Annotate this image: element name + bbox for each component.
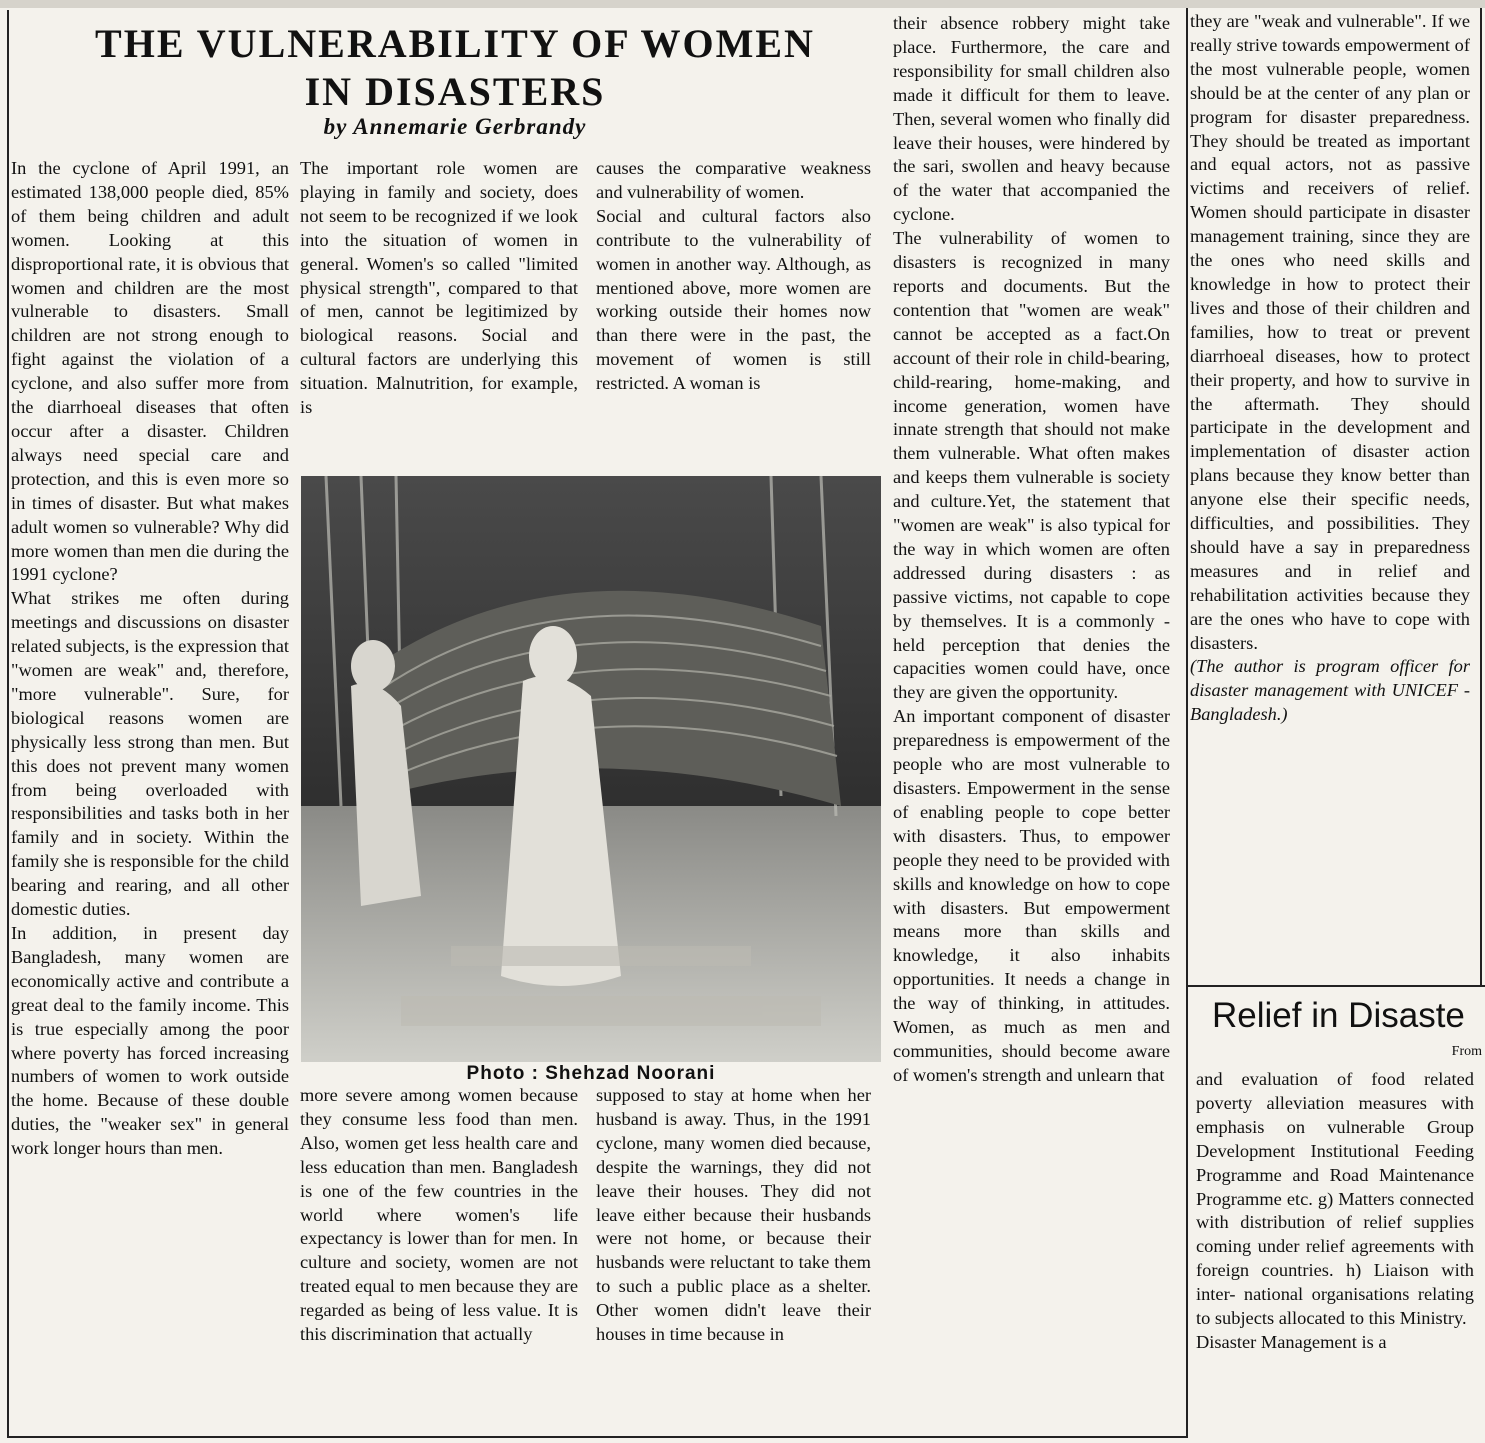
- article-column-3-top: [596, 157, 871, 469]
- article-column-3-bottom: [596, 1084, 871, 1429]
- author-note: (The author is program officer for disaster management with UNICEF - Bangladesh.): [1190, 656, 1470, 725]
- article-column-4: [893, 12, 1170, 1429]
- column-rule: [7, 10, 9, 1438]
- article-title-line-1: THE VULNERABILITY OF WOMEN: [95, 21, 815, 66]
- article-column-1: [11, 157, 289, 1429]
- paragraph: their absence robbery might take place. Furthermore, the care and responsibility for small children also made it difficult for them to leave. Then, several women who finally did leave their houses, were hindered by the sari, swollen and heavy because of the water that accompanied the cyclone.: [893, 13, 1170, 225]
- paragraph: causes the comparative weakness and vulnerability of women.: [596, 158, 871, 202]
- paragraph: The vulnerability of women to disasters is recognized in many reports and documents. But the contention that "women are weak" cannot be accepted as a fact.On account of their role in child-bearing, child-rearing, home-making, and income generation, women have innate strength that should not make them vulnerable. What often makes and keeps them vulnerable is society and culture.Yet, the statement that "women are weak" is also typical for the way in which women are often addressed during disasters : as passive victims, not capable to cope by themselves. It is a commonly -held perception that denies the capacities women could have, once they are given the opportunity.: [893, 228, 1170, 703]
- column-rule: [7, 1436, 1187, 1438]
- paragraph: The important role women are playing in family and society, does not seem to be recognized if we look into the situation of women in general. Women's so called "limited physical strength", compared to that of men, cannot be legitimized by biological reasons. Social and cultural factors are underlying this situation. Malnutrition, for example, is: [300, 158, 578, 418]
- relief-from-label: From: [1451, 1044, 1482, 1059]
- paragraph: An important component of disaster preparedness is empowerment of the people who are most vulnerable to disasters. Empowerment in the sense of enabling people to cope better with disasters. Thus, to empower people they need to be provided with skills and knowledge on how to cope with disasters. But empowerment means more than skills and knowledge, it also inhabits opportunities. It needs a change in the way of thinking, in attitudes. Women, as much as men and communities, should become aware of women's strength and unlearn that: [893, 706, 1170, 1085]
- paragraph: What strikes me often during meetings and discussions on disaster related subjects, is the expression that "women are weak" and, therefore, "more vulnerable". Sure, for biological reasons women are physically less strong than men. But this does not prevent many women from being overloaded with responsibilities and tasks both in her family and in society. Within the family she is responsible for the child bearing and rearing, and all other domestic duties.: [11, 588, 289, 920]
- photo-caption: Photo : Shehzad Noorani: [466, 1063, 716, 1084]
- paragraph: Social and cultural factors also contribute to the vulnerability of women in another way. Although, as mentioned above, more women are working outside their homes now than there were in the past, the movement of women is still restricted. A woman is: [596, 205, 871, 394]
- article-column-2-bottom: [300, 1084, 578, 1429]
- paragraph: Disaster Management is a: [1196, 1331, 1387, 1352]
- paragraph: and evaluation of food related poverty alleviation measures with emphasis on vulnerable Group Development Institutional Feeding Programme and Road Maintenance Programme etc. g) Matters connected with distribution of relief supplies coming under relief agreements with foreign countries. h) Liaison with inter- national organisations relating to subjects allocated to this Ministry.: [1196, 1069, 1474, 1329]
- page-top-strip: [0, 0, 1485, 8]
- column-rule: [1186, 985, 1485, 987]
- paragraph: supposed to stay at home when her husband is away. Thus, in the 1991 cyclone, many women died because, despite the warnings, they did not leave their houses. They did not leave either because their husbands were not home, or because their husbands were reluctant to take them to such a public place as a shelter. Other women didn't leave their houses in time because in: [596, 1085, 871, 1345]
- column-rule: [1480, 8, 1482, 986]
- article-photo: [301, 476, 881, 1062]
- paragraph: more severe among women because they consume less food than men. Also, women get less health care and less education than men. Bangladesh is one of the few countries in the world where women's life expectancy is lower than for men. In culture and society, women are not treated equal to men because they are regarded as being of less value. It is this discrimination that actually: [300, 1085, 578, 1345]
- relief-headline: Relief in Disaste: [1212, 996, 1465, 1035]
- column-rule: [1186, 8, 1188, 1438]
- paragraph: they are "weak and vulnerable". If we really strive towards empowerment of the most vulnerable people, women should be at the center of any plan or program for disaster preparedness. They should be treated as important and equal actors, not as passive victims and receivers of relief. Women should participate in disaster management training, since they are the ones who need skills and knowledge in how to protect their lives and those of their children and families, how to treat or prevent diarrhoeal diseases, how to protect their property, and how to survive in the aftermath. They should participate in the development and implementation of disaster action plans because they know better than anyone else their specific needs, difficulties, and possibilities. They should have a say in preparedness measures and in relief and rehabilitation activities because they are the ones who have to cope with disasters.: [1190, 11, 1470, 653]
- article-title-line-2: IN DISASTERS: [304, 69, 606, 114]
- paragraph: In the cyclone of April 1991, an estimated 138,000 people died, 85% of them being children and adult women. Looking at this disproportional rate, it is obvious that women and children are the most vulnerable to disasters. Small children are not strong enough to fight against the violation of a cyclone, and also suffer more from the diarrhoeal diseases that often occur after a disaster. Children always need special care and protection, and this is even more so in times of disaster. But what makes adult women so vulnerable? Why did more women than men die during the 1991 cyclone?: [11, 158, 289, 585]
- article-title: [20, 20, 890, 116]
- paragraph: In addition, in present day Bangladesh, many women are economically active and contribute a great deal to the family income. This is true especially among the poor where poverty has forced increasing numbers of women to work outside the home. Because of these double duties, the "weaker sex" in general work longer hours than men.: [11, 923, 289, 1159]
- relief-column: [1196, 1068, 1474, 1443]
- byline: by Annemarie Gerbrandy: [323, 114, 587, 139]
- article-column-5: [1190, 10, 1470, 976]
- article-column-2-top: [300, 157, 578, 469]
